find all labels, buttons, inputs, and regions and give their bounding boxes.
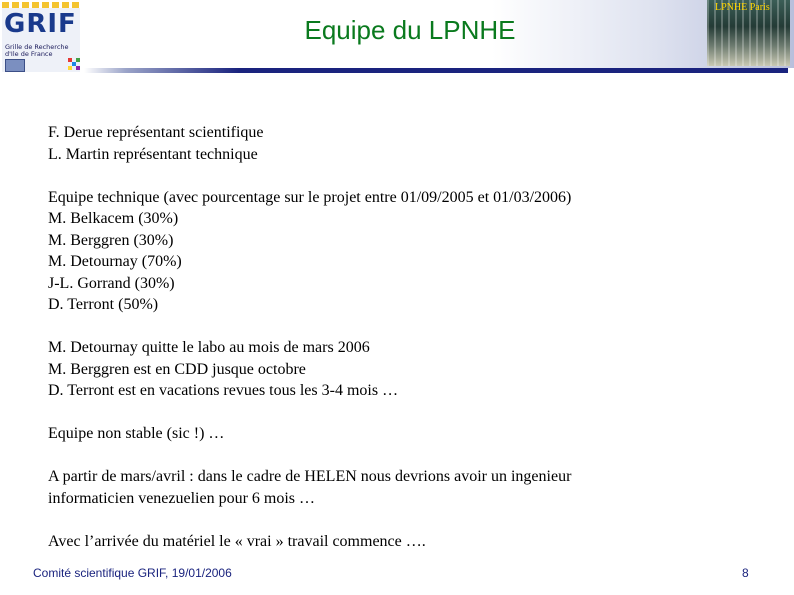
text-line: M. Belkacem (30%) (48, 210, 179, 227)
text-line: D. Terront (50%) (48, 296, 159, 313)
text-line: Avec l’arrivée du matériel le « vrai » travail commence …. (48, 532, 426, 550)
paragraph-staff-changes (48, 337, 768, 402)
text-line: M. Berggren est en CDD jusque octobre (48, 360, 306, 378)
text-line: D. Terront est en vacations revues tous les 3-4 mois … (48, 382, 399, 399)
paragraph-representatives (48, 122, 768, 165)
page-number: 8 (742, 566, 749, 580)
text-line: M. Berggren (30%) (48, 231, 174, 249)
text-line: M. Detournay (70%) (48, 253, 182, 270)
logo-line-1: Grille de Recherche (5, 43, 69, 51)
logo-name: GRIF (4, 9, 77, 39)
footer-text: Comité scientifique GRIF, 19/01/2006 (33, 566, 232, 580)
paragraph-technical-team (48, 187, 768, 316)
text-line: A partir de mars/avril : dans le cadre de HELEN nous devrions avoir un ingenieur (48, 468, 572, 485)
paragraph-helen (48, 466, 768, 509)
text-line: informaticien venezuelien pour 6 mois … (48, 489, 316, 507)
header-rule (84, 68, 788, 73)
text-line: J-L. Gorrand (30%) (48, 274, 175, 292)
photo-caption: LPNHE Paris (715, 2, 770, 13)
paragraph-stability (48, 423, 768, 445)
logo-mini-image (5, 59, 25, 72)
slide-body (48, 122, 768, 574)
logo-line-2: d'Ile de France (5, 50, 53, 58)
paragraph-hardware (48, 531, 768, 553)
lpnhe-building-photo (707, 0, 790, 66)
logo-stripe (2, 2, 80, 8)
text-line: Equipe technique (avec pourcentage sur le projet entre 01/09/2005 et 01/03/2006) (48, 188, 572, 206)
text-line: F. Derue représentant scientifique (48, 124, 264, 141)
grif-logo (2, 2, 80, 72)
text-line: M. Detournay quitte le labo au mois de mars 2006 (48, 339, 370, 356)
text-line: L. Martin représentant technique (48, 145, 258, 163)
slide-title: Equipe du LPNHE (304, 15, 516, 45)
text-line: Equipe non stable (sic !) … (48, 425, 225, 442)
logo-mosaic-icon (68, 58, 80, 70)
